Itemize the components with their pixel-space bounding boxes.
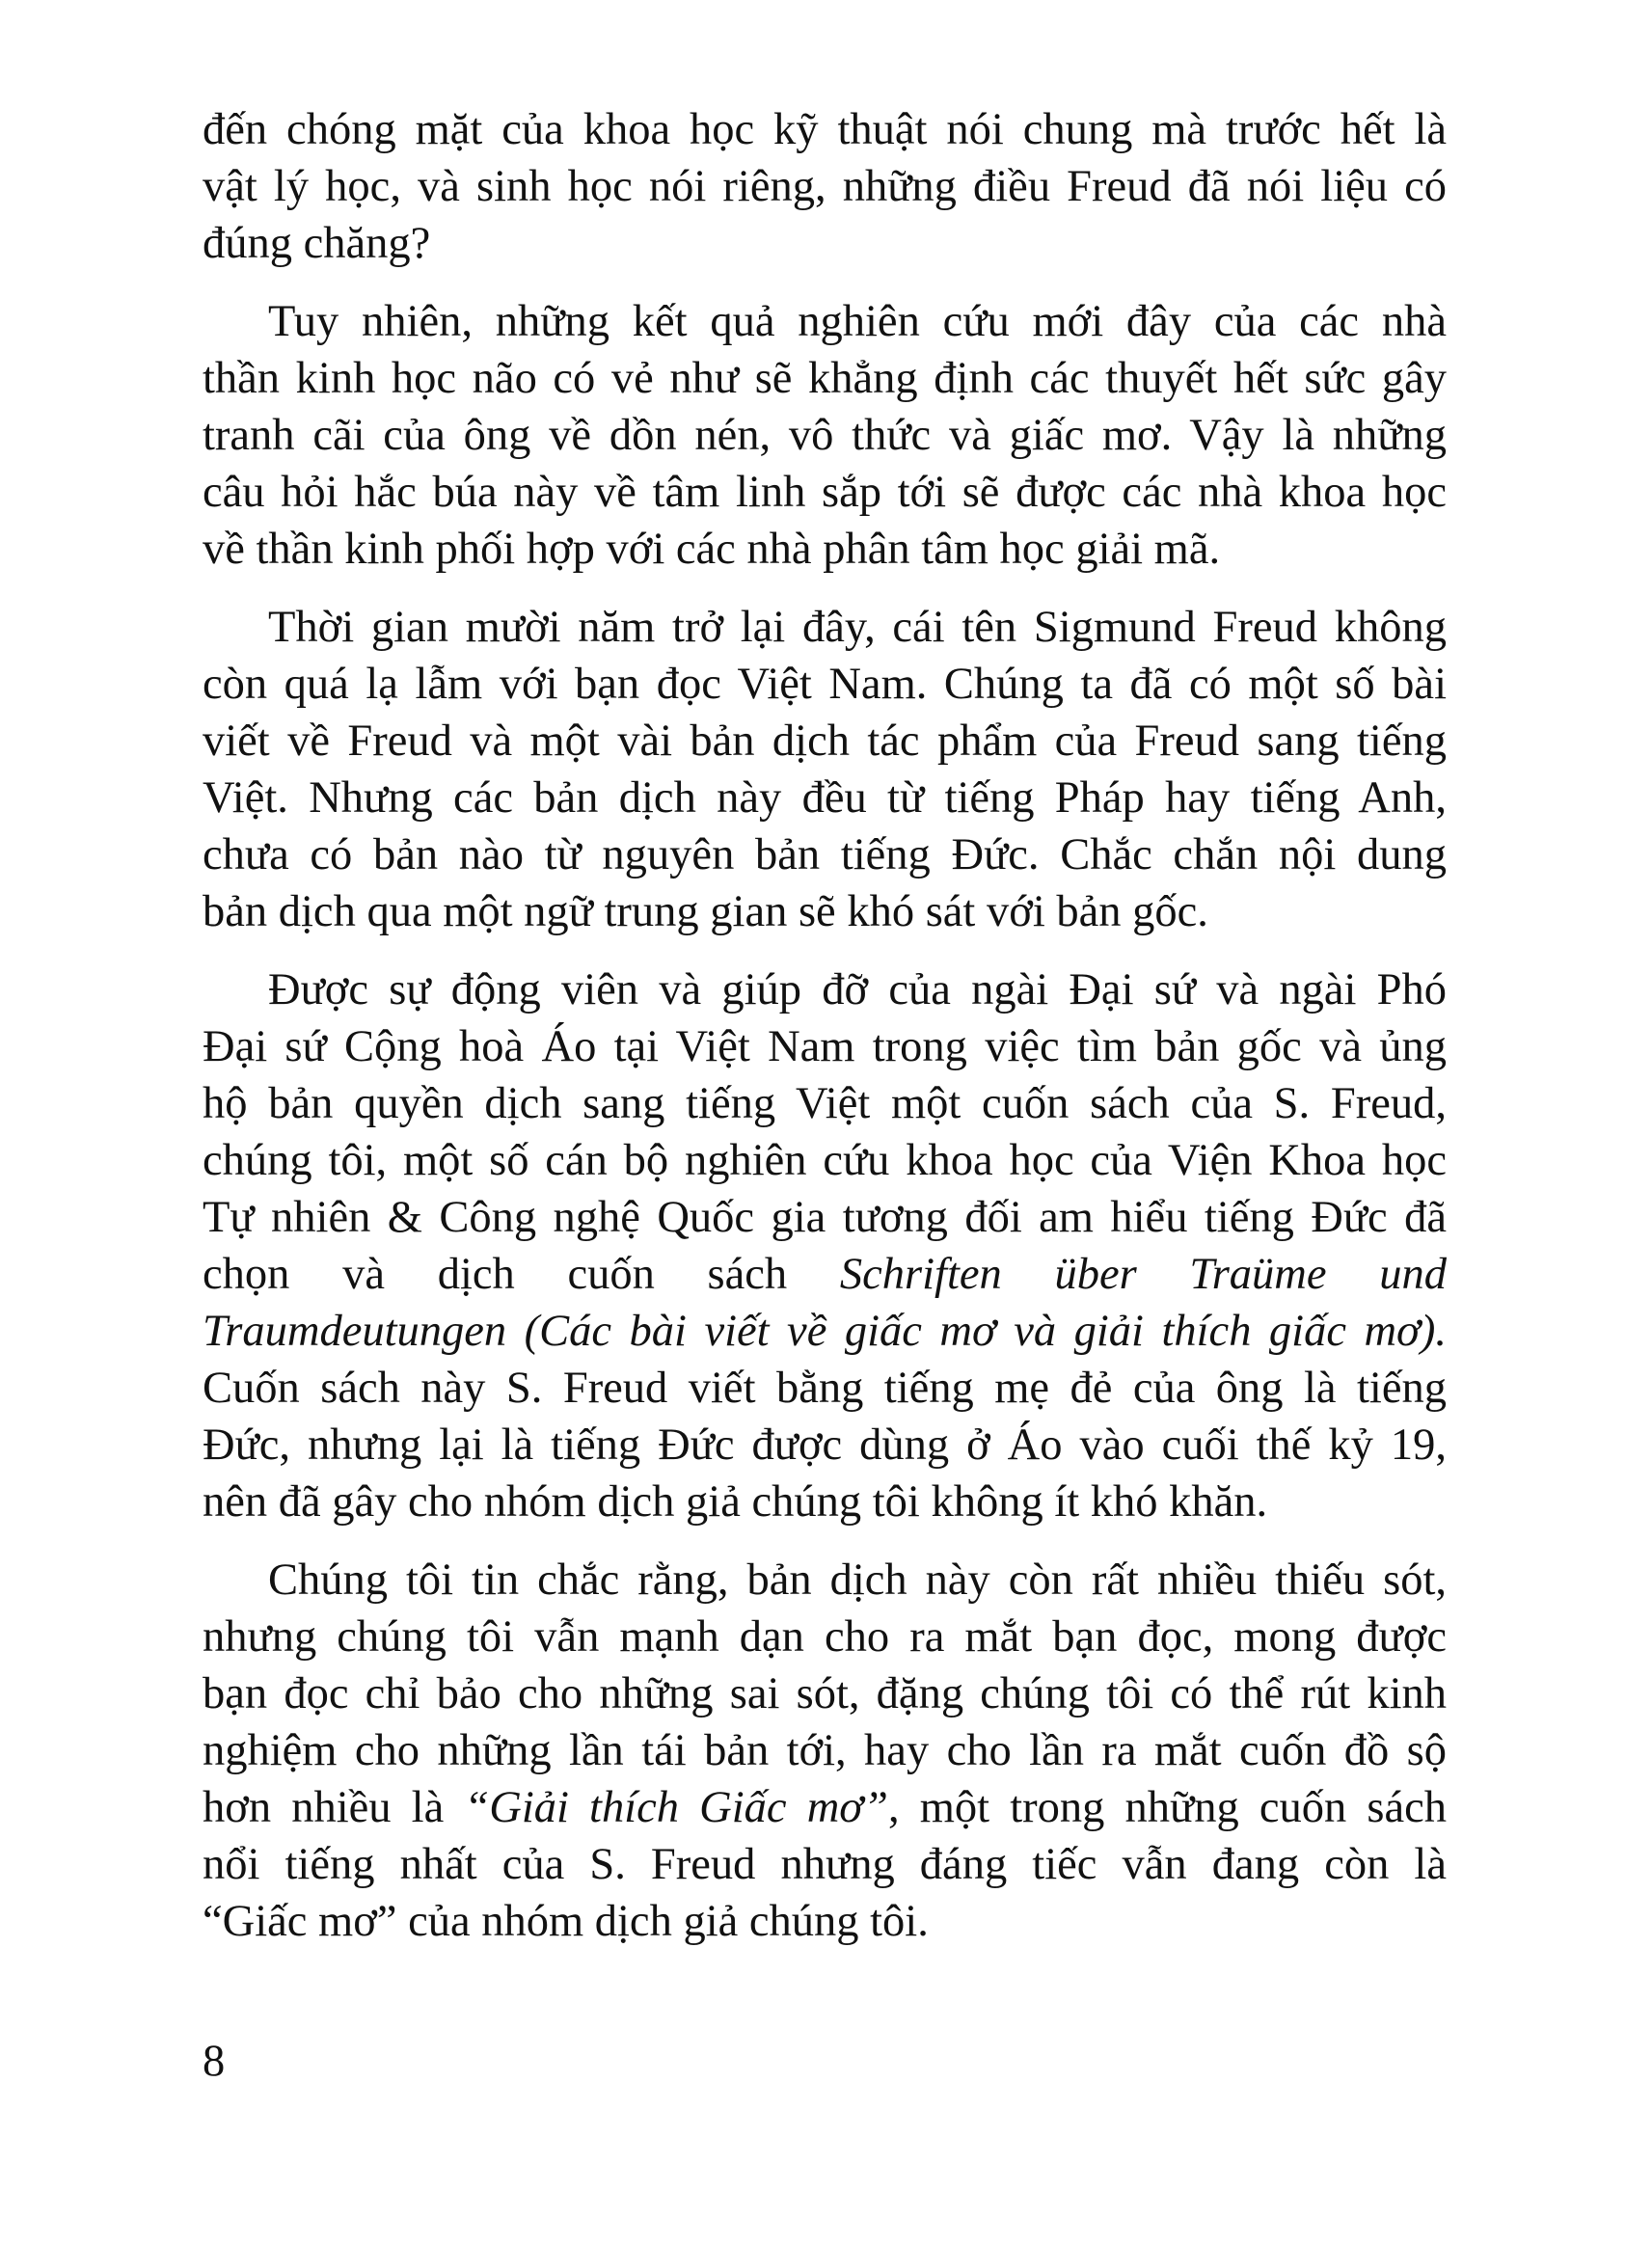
text-line — [203, 1246, 1447, 1303]
text-run: , một trong những cuốn sách — [887, 1783, 1447, 1832]
text-line: câu hỏi hắc búa này về tâm linh sắp tới sẽ được các nhà khoa học — [203, 468, 1447, 517]
text-line: chưa có bản nào từ nguyên bản tiếng Đức. Chắc chắn nội dung — [203, 830, 1447, 879]
book-title-german: Schriften über Traüme und — [839, 1250, 1447, 1299]
text-run: chọn và dịch cuốn sách — [203, 1250, 840, 1299]
page-body — [203, 101, 1447, 1971]
text-line: Cuốn sách này S. Freud viết bằng tiếng mẹ đẻ của ông là tiếng — [203, 1364, 1447, 1413]
paragraph-5 — [203, 1552, 1447, 1950]
text-line: bản dịch qua một ngữ trung gian sẽ khó sát với bản gốc. — [203, 887, 1208, 936]
paragraph-1 — [203, 101, 1447, 272]
text-line: Đức, nhưng lại là tiếng Đức được dùng ở Áo vào cuối thế kỷ 19, — [203, 1420, 1447, 1470]
text-line: Tự nhiên & Công nghệ Quốc gia tương đối am hiểu tiếng Đức đã — [203, 1193, 1447, 1242]
text-line: thần kinh học não có vẻ như sẽ khẳng định các thuyết hết sức gây — [203, 354, 1447, 403]
text-line: “Giấc mơ” của nhóm dịch giả chúng tôi. — [203, 1897, 929, 1946]
text-line: còn quá lạ lẫm với bạn đọc Việt Nam. Chúng ta đã có một số bài — [203, 660, 1447, 709]
text-line: Tuy nhiên, những kết quả nghiên cứu mới đây của các nhà — [268, 297, 1447, 346]
text-line: vật lý học, và sinh học nói riêng, những điều Freud đã nói liệu có — [203, 162, 1447, 211]
page-number: 8 — [203, 2037, 226, 2086]
text-line: bạn đọc chỉ bảo cho những sai sót, đặng chúng tôi có thể rút kinh — [203, 1669, 1447, 1718]
text-line: đến chóng mặt của khoa học kỹ thuật nói chung mà trước hết là — [203, 105, 1447, 154]
text-line: Được sự động viên và giúp đỡ của ngài Đại sứ và ngài Phó — [268, 965, 1447, 1014]
text-line: viết về Freud và một vài bản dịch tác phẩm của Freud sang tiếng — [203, 717, 1447, 766]
text-line: tranh cãi của ông về dồn nén, vô thức và giấc mơ. Vậy là những — [203, 411, 1447, 460]
paragraph-4 — [203, 961, 1447, 1530]
quoted-book-title: “Giải thích Giấc mơ” — [464, 1783, 888, 1832]
text-line: nghiệm cho những lần tái bản tới, hay cho lần ra mắt cuốn đồ sộ — [203, 1726, 1447, 1775]
text-line: về thần kinh phối hợp với các nhà phân tâm học giải mã. — [203, 525, 1221, 574]
text-line: Thời gian mười năm trở lại đây, cái tên Sigmund Freud không — [268, 603, 1447, 652]
paragraph-3 — [203, 599, 1447, 940]
paragraph-2 — [203, 293, 1447, 578]
text-run: hơn nhiều là — [203, 1783, 465, 1832]
text-line: Chúng tôi tin chắc rằng, bản dịch này còn rất nhiều thiếu sót, — [268, 1555, 1447, 1605]
text-line: nổi tiếng nhất của S. Freud nhưng đáng tiếc vẫn đang còn là — [203, 1840, 1447, 1889]
text-line: hộ bản quyền dịch sang tiếng Việt một cuốn sách của S. Freud, — [203, 1079, 1447, 1128]
text-line: Việt. Nhưng các bản dịch này đều từ tiếng Pháp hay tiếng Anh, — [203, 773, 1447, 823]
text-line: Đại sứ Cộng hoà Áo tại Việt Nam trong việc tìm bản gốc và ủng — [203, 1022, 1447, 1071]
text-line: nhưng chúng tôi vẫn mạnh dạn cho ra mắt bạn đọc, mong được — [203, 1612, 1447, 1662]
text-line — [203, 1779, 1447, 1836]
book-title-translation: Traumdeutungen (Các bài viết về giấc mơ và giải thích giấc mơ). — [203, 1307, 1447, 1356]
text-line: đúng chăng? — [203, 219, 431, 268]
text-line: chúng tôi, một số cán bộ nghiên cứu khoa học của Viện Khoa học — [203, 1136, 1447, 1185]
text-line: nên đã gây cho nhóm dịch giả chúng tôi không ít khó khăn. — [203, 1477, 1268, 1527]
